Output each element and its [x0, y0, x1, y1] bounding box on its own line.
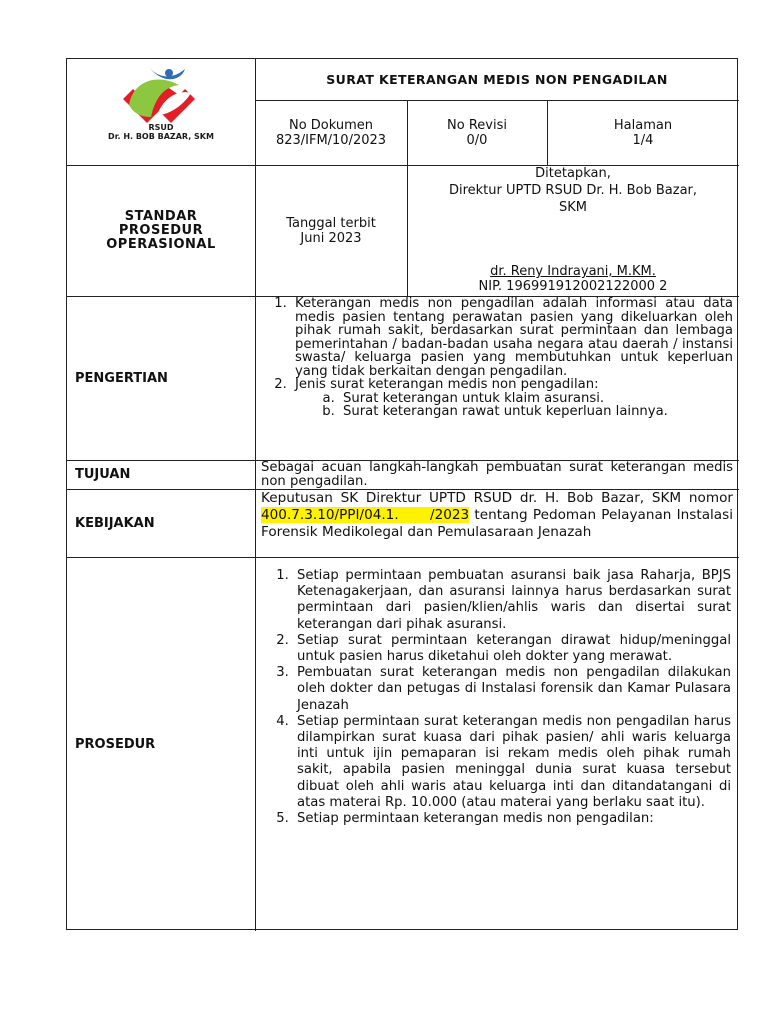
list-item: 4. Setiap permintaan surat keterangan medis non pengadilan harus dilampirkan surat kuasa dari pihak pasien/ ahli waris keluarga inti untuk ijin pemaparan isi rekam medis oleh pihak rumah sakit, apabila pasien meninggal dunia surat kuasa tersebut dibuat oleh ahli waris atau keluarga inti dan ditandatangani di atas materai Rp. 10.000 (atau materai yang berlaku saat itu).	[293, 714, 731, 811]
logo-org-name: Dr. H. BOB BAZAR, SKM	[108, 132, 214, 141]
kebijakan-text-before: Keputusan SK Direktur UPTD RSUD dr. H. Bob Bazar, SKM nomor	[261, 490, 733, 506]
revision-cell	[407, 100, 547, 165]
decree-number-highlight: 400.7.3.10/PPI/04.1. /2023	[261, 507, 470, 523]
issue-date-cell	[255, 165, 407, 296]
prosedur-content	[263, 568, 731, 928]
tujuan-text: Sebagai acuan langkah-langkah pembuatan surat keterangan medis non pengadilan.	[261, 460, 733, 489]
list-item: 2. Setiap surat permintaan keterangan dirawat hidup/meninggal untuk pasien harus diketahui oleh dokter yang merawat.	[293, 633, 731, 665]
approval-label: Ditetapkan,	[535, 166, 611, 181]
page-value: 1/4	[632, 132, 654, 148]
issue-date-value: Juni 2023	[300, 230, 362, 246]
pengertian-content	[261, 297, 733, 460]
issue-date-label: Tanggal terbit	[286, 215, 376, 231]
signer-nip: NIP. 196991912002122000 2	[478, 279, 668, 294]
prosedur-list	[263, 568, 731, 827]
list-item	[291, 378, 733, 419]
sop-label	[67, 165, 255, 296]
approval-cell	[407, 165, 739, 296]
kebijakan-label: KEBIJAKAN	[75, 515, 155, 531]
sub-list-item: b. Surat keterangan rawat untuk keperluan lainnya.	[339, 405, 733, 419]
sop-line: PROSEDUR	[118, 222, 204, 238]
logo-org-short: RSUD	[148, 123, 174, 132]
pengertian-label: PENGERTIAN	[75, 370, 168, 386]
approval-title-line-2: SKM	[559, 200, 587, 215]
signer-name: dr. Reny Indrayani, M.KM.	[490, 264, 656, 279]
sop-line: OPERASIONAL	[106, 236, 216, 252]
tujuan-label: TUJUAN	[75, 467, 131, 482]
revision-label: No Revisi	[447, 117, 507, 133]
approval-title-line-1: Direktur UPTD RSUD Dr. H. Bob Bazar,	[448, 183, 698, 198]
list-item-text: Jenis surat keterangan medis non pengadilan:	[295, 377, 599, 392]
document-title: SURAT KETERANGAN MEDIS NON PENGADILAN	[326, 72, 668, 87]
list-item: 1. Keterangan medis non pengadilan adalah informasi atau data medis pasien tentang perawatan pasien yang dikeluarkan oleh pihak rumah sakit, berdasarkan surat permintaan dan lembaga pemerintahan / badan-badan usaha negara atau daerah / instansi swasta/ keluarga pasien yang membutuhkan untuk keperluan yang tidak berkaitan dengan pengadilan.	[291, 297, 733, 378]
sub-list-item: a. Surat keterangan untuk klaim asuransi.	[339, 392, 733, 406]
page-cell	[547, 100, 739, 165]
revision-value: 0/0	[466, 132, 488, 148]
list-item: 1. Setiap permintaan pembuatan asuransi baik jasa Raharja, BPJS Ketenagakerjaan, dan asuransi lainnya harus berdasarkan surat permintaan dari pasien/klien/ahlis waris dan disertai surat keterangan dari pihak asuransi.	[293, 568, 731, 633]
kebijakan-text	[261, 490, 733, 557]
list-item: 5. Setiap permintaan keterangan medis non pengadilan:	[293, 811, 731, 827]
prosedur-label: PROSEDUR	[75, 736, 156, 752]
hospital-logo	[67, 59, 255, 165]
pengertian-list	[261, 297, 733, 419]
list-item: 3. Pembuatan surat keterangan medis non pengadilan dilakukan oleh dokter dan petugas di Instalasi forensik dan Kamar Pulasara Jenazah	[293, 665, 731, 714]
sop-line: STANDAR	[124, 208, 198, 224]
sop-document	[66, 58, 738, 930]
kebijakan-text-after: tentang Pedoman Pelayanan Instalasi Forensik Medikolegal dan Pemulasaraan Jenazah	[261, 507, 733, 540]
doc-number-cell	[255, 100, 407, 165]
doc-number-label: No Dokumen	[288, 117, 374, 133]
pengertian-sublist	[295, 392, 733, 419]
page-label: Halaman	[613, 117, 673, 133]
doc-number-value: 823/IFM/10/2023	[275, 132, 387, 148]
